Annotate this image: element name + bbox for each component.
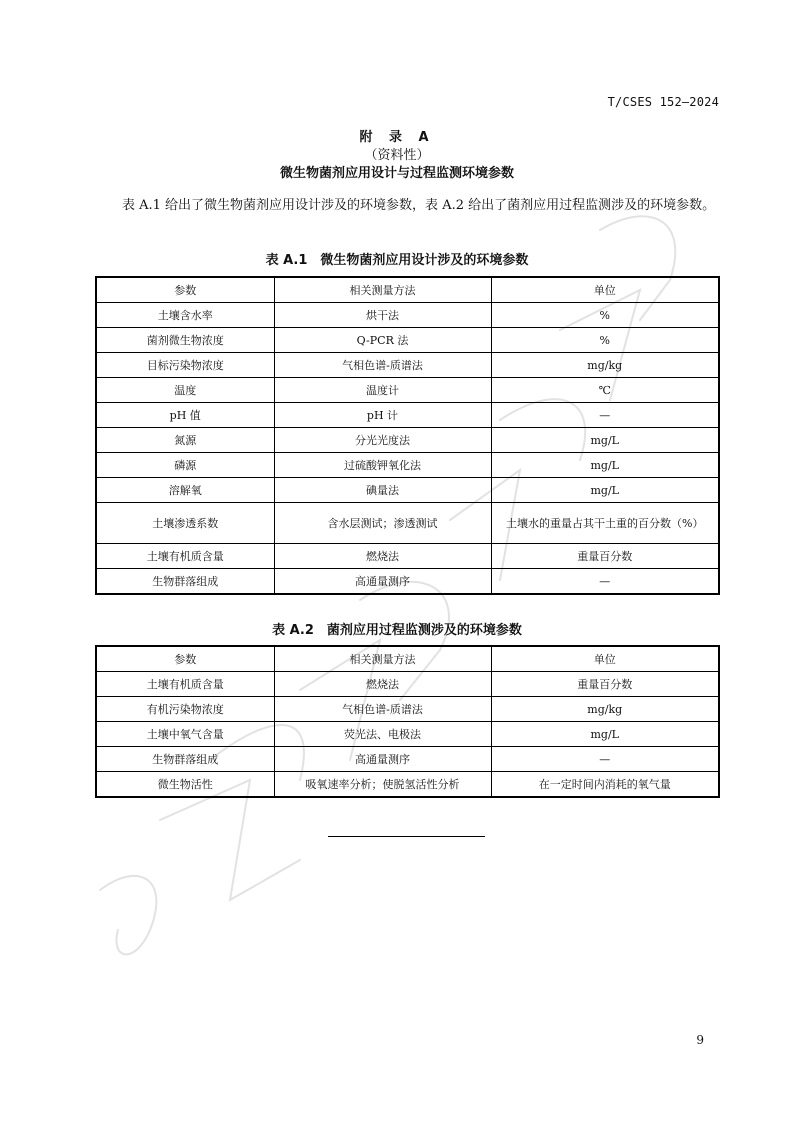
table-cell: 磷源: [96, 453, 274, 478]
table-cell: mg/kg: [491, 697, 719, 722]
table-row: [96, 403, 719, 428]
table-cell: pH 值: [96, 403, 274, 428]
table1-header-cell: 相关测量方法: [274, 277, 491, 303]
table-cell: 燃烧法: [274, 544, 491, 569]
table2-header-cell: 相关测量方法: [274, 646, 491, 672]
table-cell: mg/L: [491, 478, 719, 503]
table-cell: 目标污染物浓度: [96, 353, 274, 378]
table1: [95, 276, 720, 595]
table-row: [96, 772, 719, 798]
table-row: [96, 328, 719, 353]
table-cell: 土壤有机质含量: [96, 672, 274, 697]
table2-header-row: [96, 646, 719, 672]
page-number: 9: [696, 1033, 704, 1047]
table-row: [96, 503, 719, 544]
table-cell: 燃烧法: [274, 672, 491, 697]
table-row: [96, 428, 719, 453]
table-cell: mg/L: [491, 428, 719, 453]
table-cell: 土壤水的重量占其干土重的百分数（%）: [491, 503, 719, 544]
table-cell: 分光光度法: [274, 428, 491, 453]
table-cell: 荧光法、电极法: [274, 722, 491, 747]
table-cell: 溶解氧: [96, 478, 274, 503]
table2: [95, 645, 720, 798]
table-cell: mg/L: [491, 453, 719, 478]
table-row: [96, 453, 719, 478]
table2-header-cell: 单位: [491, 646, 719, 672]
table2-header-cell: 参数: [96, 646, 274, 672]
table-cell: 气相色谱-质谱法: [274, 353, 491, 378]
table-cell: 土壤渗透系数: [96, 503, 274, 544]
table-cell: 高通量测序: [274, 569, 491, 595]
table-row: [96, 353, 719, 378]
appendix-title: 附 录 A: [359, 130, 435, 145]
table-row: [96, 672, 719, 697]
table1-header-cell: 参数: [96, 277, 274, 303]
table-cell: 碘量法: [274, 478, 491, 503]
standard-code: T/CSES 152—2024: [607, 95, 719, 109]
intro-paragraph: 表 A.1 给出了微生物菌剂应用设计涉及的环境参数，表 A.2 给出了菌剂应用过程监测涉及的环境参数。: [122, 198, 716, 213]
table-cell: 生物群落组成: [96, 569, 274, 595]
table2-caption: 表 A.2 菌剂应用过程监测涉及的环境参数: [272, 623, 522, 638]
table-cell: pH 计: [274, 403, 491, 428]
table-cell: 气相色谱-质谱法: [274, 697, 491, 722]
table-cell: 温度计: [274, 378, 491, 403]
table-cell: 土壤含水率: [96, 303, 274, 328]
table-cell: 吸氧速率分析；使脱氢活性分析: [274, 772, 491, 798]
table-row: [96, 722, 719, 747]
table-cell: 在一定时间内消耗的氧气量: [491, 772, 719, 798]
table-row: [96, 544, 719, 569]
table-cell: Q-PCR 法: [274, 328, 491, 353]
table1-header-cell: 单位: [491, 277, 719, 303]
table-cell: 土壤有机质含量: [96, 544, 274, 569]
table-cell: 温度: [96, 378, 274, 403]
table-cell: 有机污染物浓度: [96, 697, 274, 722]
table-cell: ℃: [491, 378, 719, 403]
table-cell: 烘干法: [274, 303, 491, 328]
table-row: [96, 747, 719, 772]
table-row: [96, 478, 719, 503]
table-cell: 微生物活性: [96, 772, 274, 798]
table-cell: 菌剂微生物浓度: [96, 328, 274, 353]
table-cell: %: [491, 328, 719, 353]
table-cell: 重量百分数: [491, 544, 719, 569]
table1-header-row: [96, 277, 719, 303]
end-of-document-rule: [328, 836, 485, 837]
table-cell: %: [491, 303, 719, 328]
table-cell: 含水层测试；渗透测试: [274, 503, 491, 544]
table-cell: mg/kg: [491, 353, 719, 378]
table1-caption: 表 A.1 微生物菌剂应用设计涉及的环境参数: [265, 253, 529, 268]
table-cell: 重量百分数: [491, 672, 719, 697]
table-row: [96, 697, 719, 722]
table-cell: 过硫酸钾氧化法: [274, 453, 491, 478]
table-cell: —: [491, 747, 719, 772]
table-cell: 生物群落组成: [96, 747, 274, 772]
table-cell: 土壤中氧气含量: [96, 722, 274, 747]
table-cell: mg/L: [491, 722, 719, 747]
table-cell: 高通量测序: [274, 747, 491, 772]
table-row: [96, 569, 719, 595]
table-cell: 氮源: [96, 428, 274, 453]
table-cell: —: [491, 403, 719, 428]
table-cell: —: [491, 569, 719, 595]
appendix-nature: （资料性）: [364, 148, 430, 163]
appendix-subject: 微生物菌剂应用设计与过程监测环境参数: [279, 166, 514, 181]
table-row: [96, 303, 719, 328]
table-row: [96, 378, 719, 403]
